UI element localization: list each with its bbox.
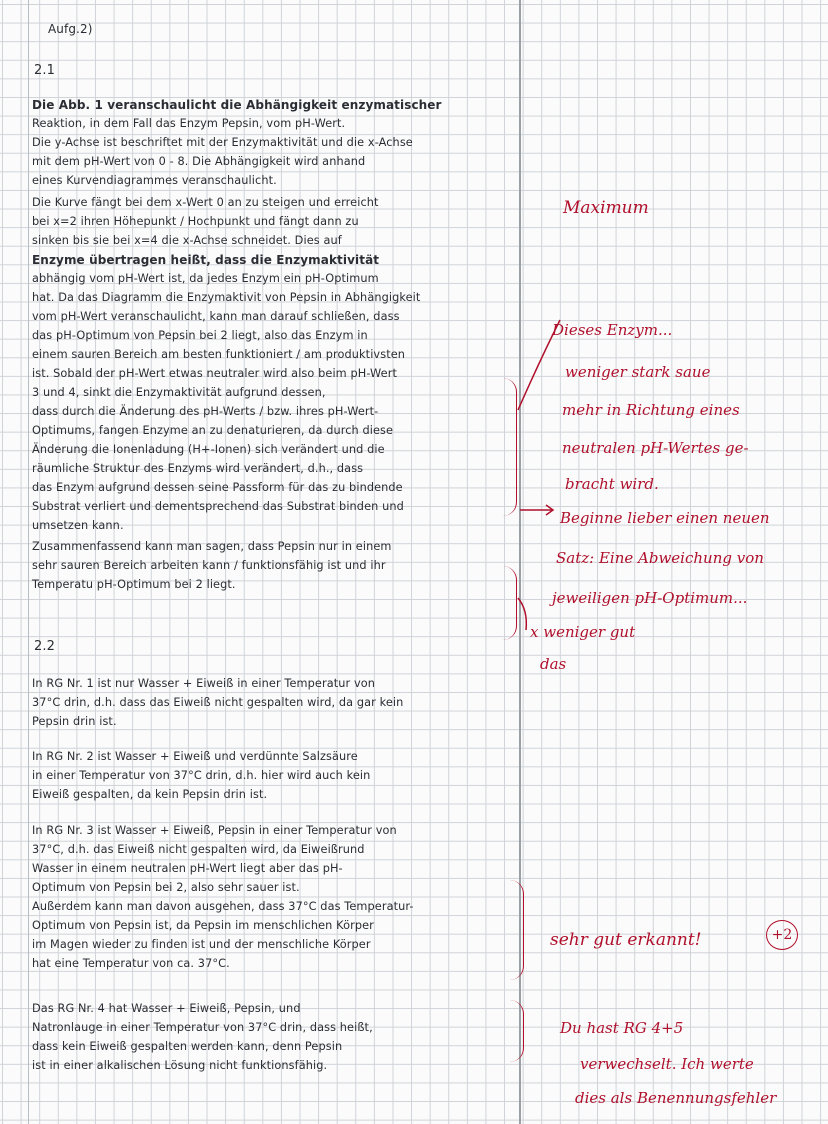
text-line: Substrat verliert und dementsprechend das Substrat binden und bbox=[32, 500, 404, 513]
section-heading-2-1: 2.1 bbox=[34, 63, 55, 78]
text-line: Reaktion, in dem Fall das Enzym Pepsin, vom pH-Wert. bbox=[32, 117, 346, 130]
note-line: Satz: Eine Abweichung von bbox=[556, 549, 764, 567]
note-line: mehr in Richtung eines bbox=[562, 401, 740, 419]
note-line: verwechselt. Ich werte bbox=[580, 1055, 754, 1073]
text-line: hat. Da das Diagramm die Enzymaktivit von Pepsin in Abhängigkeit bbox=[32, 291, 421, 304]
note-line: das bbox=[540, 655, 567, 673]
task-label: Aufg.2) bbox=[48, 22, 93, 36]
text-line: eines Kurvendiagrammes veranschaulicht. bbox=[32, 174, 277, 187]
text-line: bei x=2 ihren Höhepunkt / Hochpunkt und fängt dann zu bbox=[32, 215, 359, 228]
text-line: Zusammenfassend kann man sagen, dass Pepsin nur in einem bbox=[32, 540, 392, 553]
note-line: weniger stark saue bbox=[565, 363, 711, 381]
text-line: Pepsin drin ist. bbox=[32, 715, 117, 728]
text-line: dass durch die Änderung des pH-Werts / bzw. ihres pH-Wert- bbox=[32, 405, 379, 418]
text-line: In RG Nr. 3 ist Wasser + Eiweiß, Pepsin in einer Temperatur von bbox=[32, 824, 397, 837]
text-line: Eiweiß gespalten, da kein Pepsin drin ist. bbox=[32, 788, 268, 801]
text-line: dass kein Eiweiß gespalten werden kann, denn Pepsin bbox=[32, 1040, 343, 1053]
text-line: 37°C drin, d.h. dass das Eiweiß nicht gespalten wird, da gar kein bbox=[32, 696, 404, 709]
text-line: In RG Nr. 2 ist Wasser + Eiweiß und verdünnte Salzsäure bbox=[32, 750, 358, 763]
text-line: Die Kurve fängt bei dem x-Wert 0 an zu steigen und erreicht bbox=[32, 196, 379, 209]
text-line: Außerdem kann man davon ausgehen, dass 37°C das Temperatur- bbox=[32, 900, 414, 913]
note-line: Beginne lieber einen neuen bbox=[560, 509, 770, 527]
text-line: vom pH-Wert veranschaulicht, kann man darauf schließen, dass bbox=[32, 310, 400, 323]
section-heading-2-2: 2.2 bbox=[34, 639, 55, 654]
text-line: Die y-Achse ist beschriftet mit der Enzymaktivität und die x-Achse bbox=[32, 136, 413, 149]
text-line: Das RG Nr. 4 hat Wasser + Eiweiß, Pepsin, und bbox=[32, 1002, 301, 1015]
text-line: sehr sauren Bereich arbeiten kann / funktionsfähig ist und ihr bbox=[32, 559, 386, 572]
text-line: Wasser in einem neutralen pH-Wert liegt aber das pH- bbox=[32, 862, 343, 875]
text-line: sinken bis sie bei x=4 die x-Achse schneidet. Dies auf bbox=[32, 234, 342, 247]
arrow-line bbox=[518, 320, 560, 410]
text-line: in einer Temperatur von 37°C drin, d.h. hier wird auch kein bbox=[32, 769, 371, 782]
note-line: Du hast RG 4+5 bbox=[560, 1019, 684, 1037]
text-line: einem sauren Bereich am besten funktioniert / am produktivsten bbox=[32, 348, 406, 361]
text-line: das Enzym aufgrund dessen seine Passform für das zu bindende bbox=[32, 481, 403, 494]
text-line: Natronlauge in einer Temperatur von 37°C drin, dass heißt, bbox=[32, 1021, 373, 1034]
text-line: ist. Sobald der pH-Wert etwas neutraler wird also beim pH-Wert bbox=[32, 367, 397, 380]
badge-label: +2 bbox=[771, 927, 793, 943]
text-line: Temperatu pH-Optimum bei 2 liegt. bbox=[32, 578, 236, 591]
text-line: Optimum von Pepsin ist, da Pepsin im menschlichen Körper bbox=[32, 919, 374, 932]
text-line: ist in einer alkalischen Lösung nicht funktionsfähig. bbox=[32, 1059, 328, 1072]
text-line: Optimums, fangen Enzyme an zu denaturieren, da durch diese bbox=[32, 424, 394, 437]
note-line: dies als Benennungsfehler bbox=[575, 1089, 777, 1107]
note-praise: sehr gut erkannt! bbox=[550, 930, 702, 950]
text-line: räumliche Struktur des Enzyms wird verändert, d.h., dass bbox=[32, 462, 364, 475]
text-line: das pH-Optimum von Pepsin bei 2 liegt, also das Enzym in bbox=[32, 329, 368, 342]
note-line: Dieses Enzym... bbox=[552, 321, 673, 339]
note-line: jeweiligen pH-Optimum... bbox=[552, 589, 748, 607]
arrow-line bbox=[518, 598, 526, 630]
text-line: Änderung die Ionenladung (H+-Ionen) sich verändert und die bbox=[32, 443, 385, 456]
note-line: x weniger gut bbox=[530, 623, 636, 641]
text-line: Die Abb. 1 veranschaulicht die Abhängigkeit enzymatischer bbox=[32, 98, 442, 112]
text-line: 3 und 4, sinkt die Enzymaktivität aufgrund dessen, bbox=[32, 386, 326, 399]
text-line: Enzyme übertragen heißt, dass die Enzymaktivität bbox=[32, 253, 380, 267]
text-line: abhängig vom pH-Wert ist, da jedes Enzym ein pH-Optimum bbox=[32, 272, 379, 285]
text-line: 37°C, d.h. das Eiweiß nicht gespalten wird, da Eiweißrund bbox=[32, 843, 365, 856]
text-line: hat eine Temperatur von ca. 37°C. bbox=[32, 957, 230, 970]
text-line: mit dem pH-Wert von 0 - 8. Die Abhängigkeit wird anhand bbox=[32, 155, 366, 168]
text-line: In RG Nr. 1 ist nur Wasser + Eiweiß in einer Temperatur von bbox=[32, 677, 376, 690]
note-line: bracht wird. bbox=[565, 475, 659, 493]
text-line: Optimum von Pepsin bei 2, also sehr sauer ist. bbox=[32, 881, 300, 894]
text-line: im Magen wieder zu finden ist und der menschliche Körper bbox=[32, 938, 371, 951]
note-line: neutralen pH-Wertes ge- bbox=[562, 439, 749, 457]
text-line: umsetzen kann. bbox=[32, 519, 124, 532]
note-maximum: Maximum bbox=[563, 198, 649, 218]
